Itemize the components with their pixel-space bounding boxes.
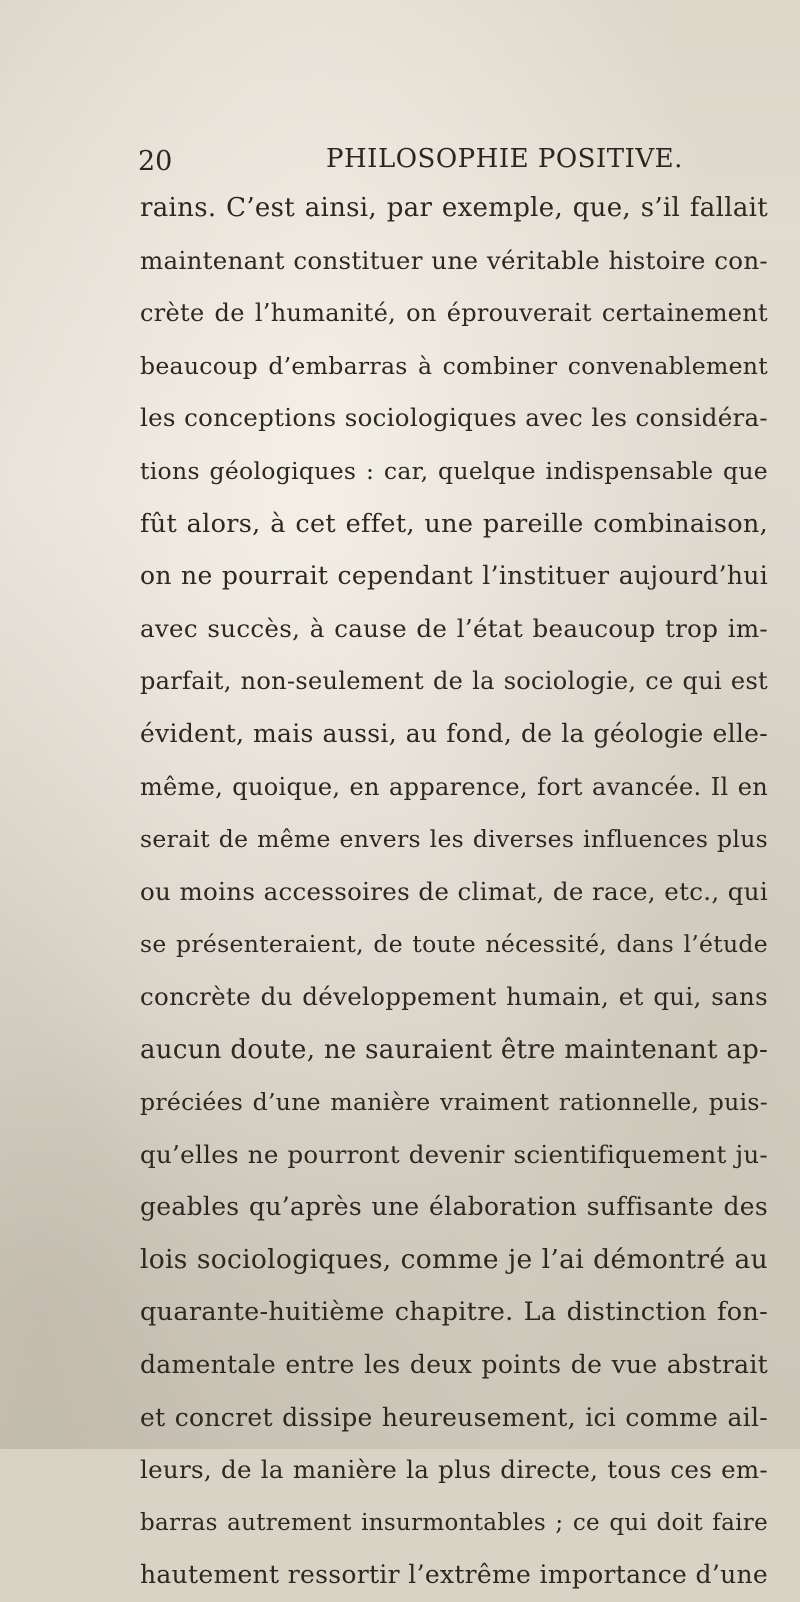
running-head: PHILOSOPHIE POSITIVE. — [326, 144, 683, 174]
text-line: avec succès, à cause de l’état beaucoup trop im- — [140, 613, 768, 643]
text-line: crète de l’humanité, on éprouverait certainement — [140, 299, 768, 328]
text-line: préciées d’une manière vraiment rationnelle, puis- — [140, 1088, 768, 1117]
body-text — [140, 182, 768, 1602]
text-line: beaucoup d’embarras à combiner convenablement — [140, 351, 768, 380]
text-line: se présenteraient, de toute nécessité, dans l’étude — [140, 930, 768, 959]
text-line: rains. C’est ainsi, par exemple, que, s’il fallait — [140, 193, 768, 223]
text-line: tions géologiques : car, quelque indispensable que — [140, 456, 768, 485]
text-line: lois sociologiques, comme je l’ai démontré au — [140, 1243, 768, 1275]
text-line: barras autrement insurmontables ; ce qui doit faire — [140, 1509, 768, 1536]
text-line: qu’elles ne pourront devenir scientifiquement ju- — [140, 1139, 768, 1169]
text-line: maintenant constituer une véritable histoire con- — [140, 245, 768, 275]
page-number: 20 — [138, 146, 173, 177]
text-line: évident, mais aussi, au fond, de la géologie elle- — [140, 718, 768, 748]
text-line: on ne pourrait cependant l’instituer aujourd’hui — [140, 561, 768, 591]
text-line: ou moins accessoires de climat, de race, etc., qui — [140, 876, 768, 906]
text-line: damentale entre les deux points de vue abstrait — [140, 1350, 768, 1380]
text-line: aucun doute, ne sauraient être maintenant ap- — [140, 1034, 769, 1065]
text-line: et concret dissipe heureusement, ici comme ail- — [140, 1402, 768, 1432]
text-line: leurs, de la manière la plus directe, tous ces em- — [140, 1455, 768, 1485]
page-header — [138, 140, 738, 184]
text-line: les conceptions sociologiques avec les considéra- — [140, 403, 768, 433]
text-line: même, quoique, en apparence, fort avancée. Il en — [140, 772, 768, 801]
text-line: geables qu’après une élaboration suffisante des — [140, 1192, 768, 1222]
text-line: fût alors, à cet effet, une pareille combinaison, — [140, 508, 768, 539]
text-line: concrète du développement humain, et qui, sans — [140, 981, 768, 1011]
text-line: quarante-huitième chapitre. La distinction fon- — [140, 1297, 768, 1328]
text-line: serait de même envers les diverses influences plus — [140, 825, 768, 854]
text-line: parfait, non-seulement de la sociologie, ce qui est — [140, 667, 768, 696]
text-line: hautement ressortir l’extrême importance d’une — [140, 1560, 768, 1590]
